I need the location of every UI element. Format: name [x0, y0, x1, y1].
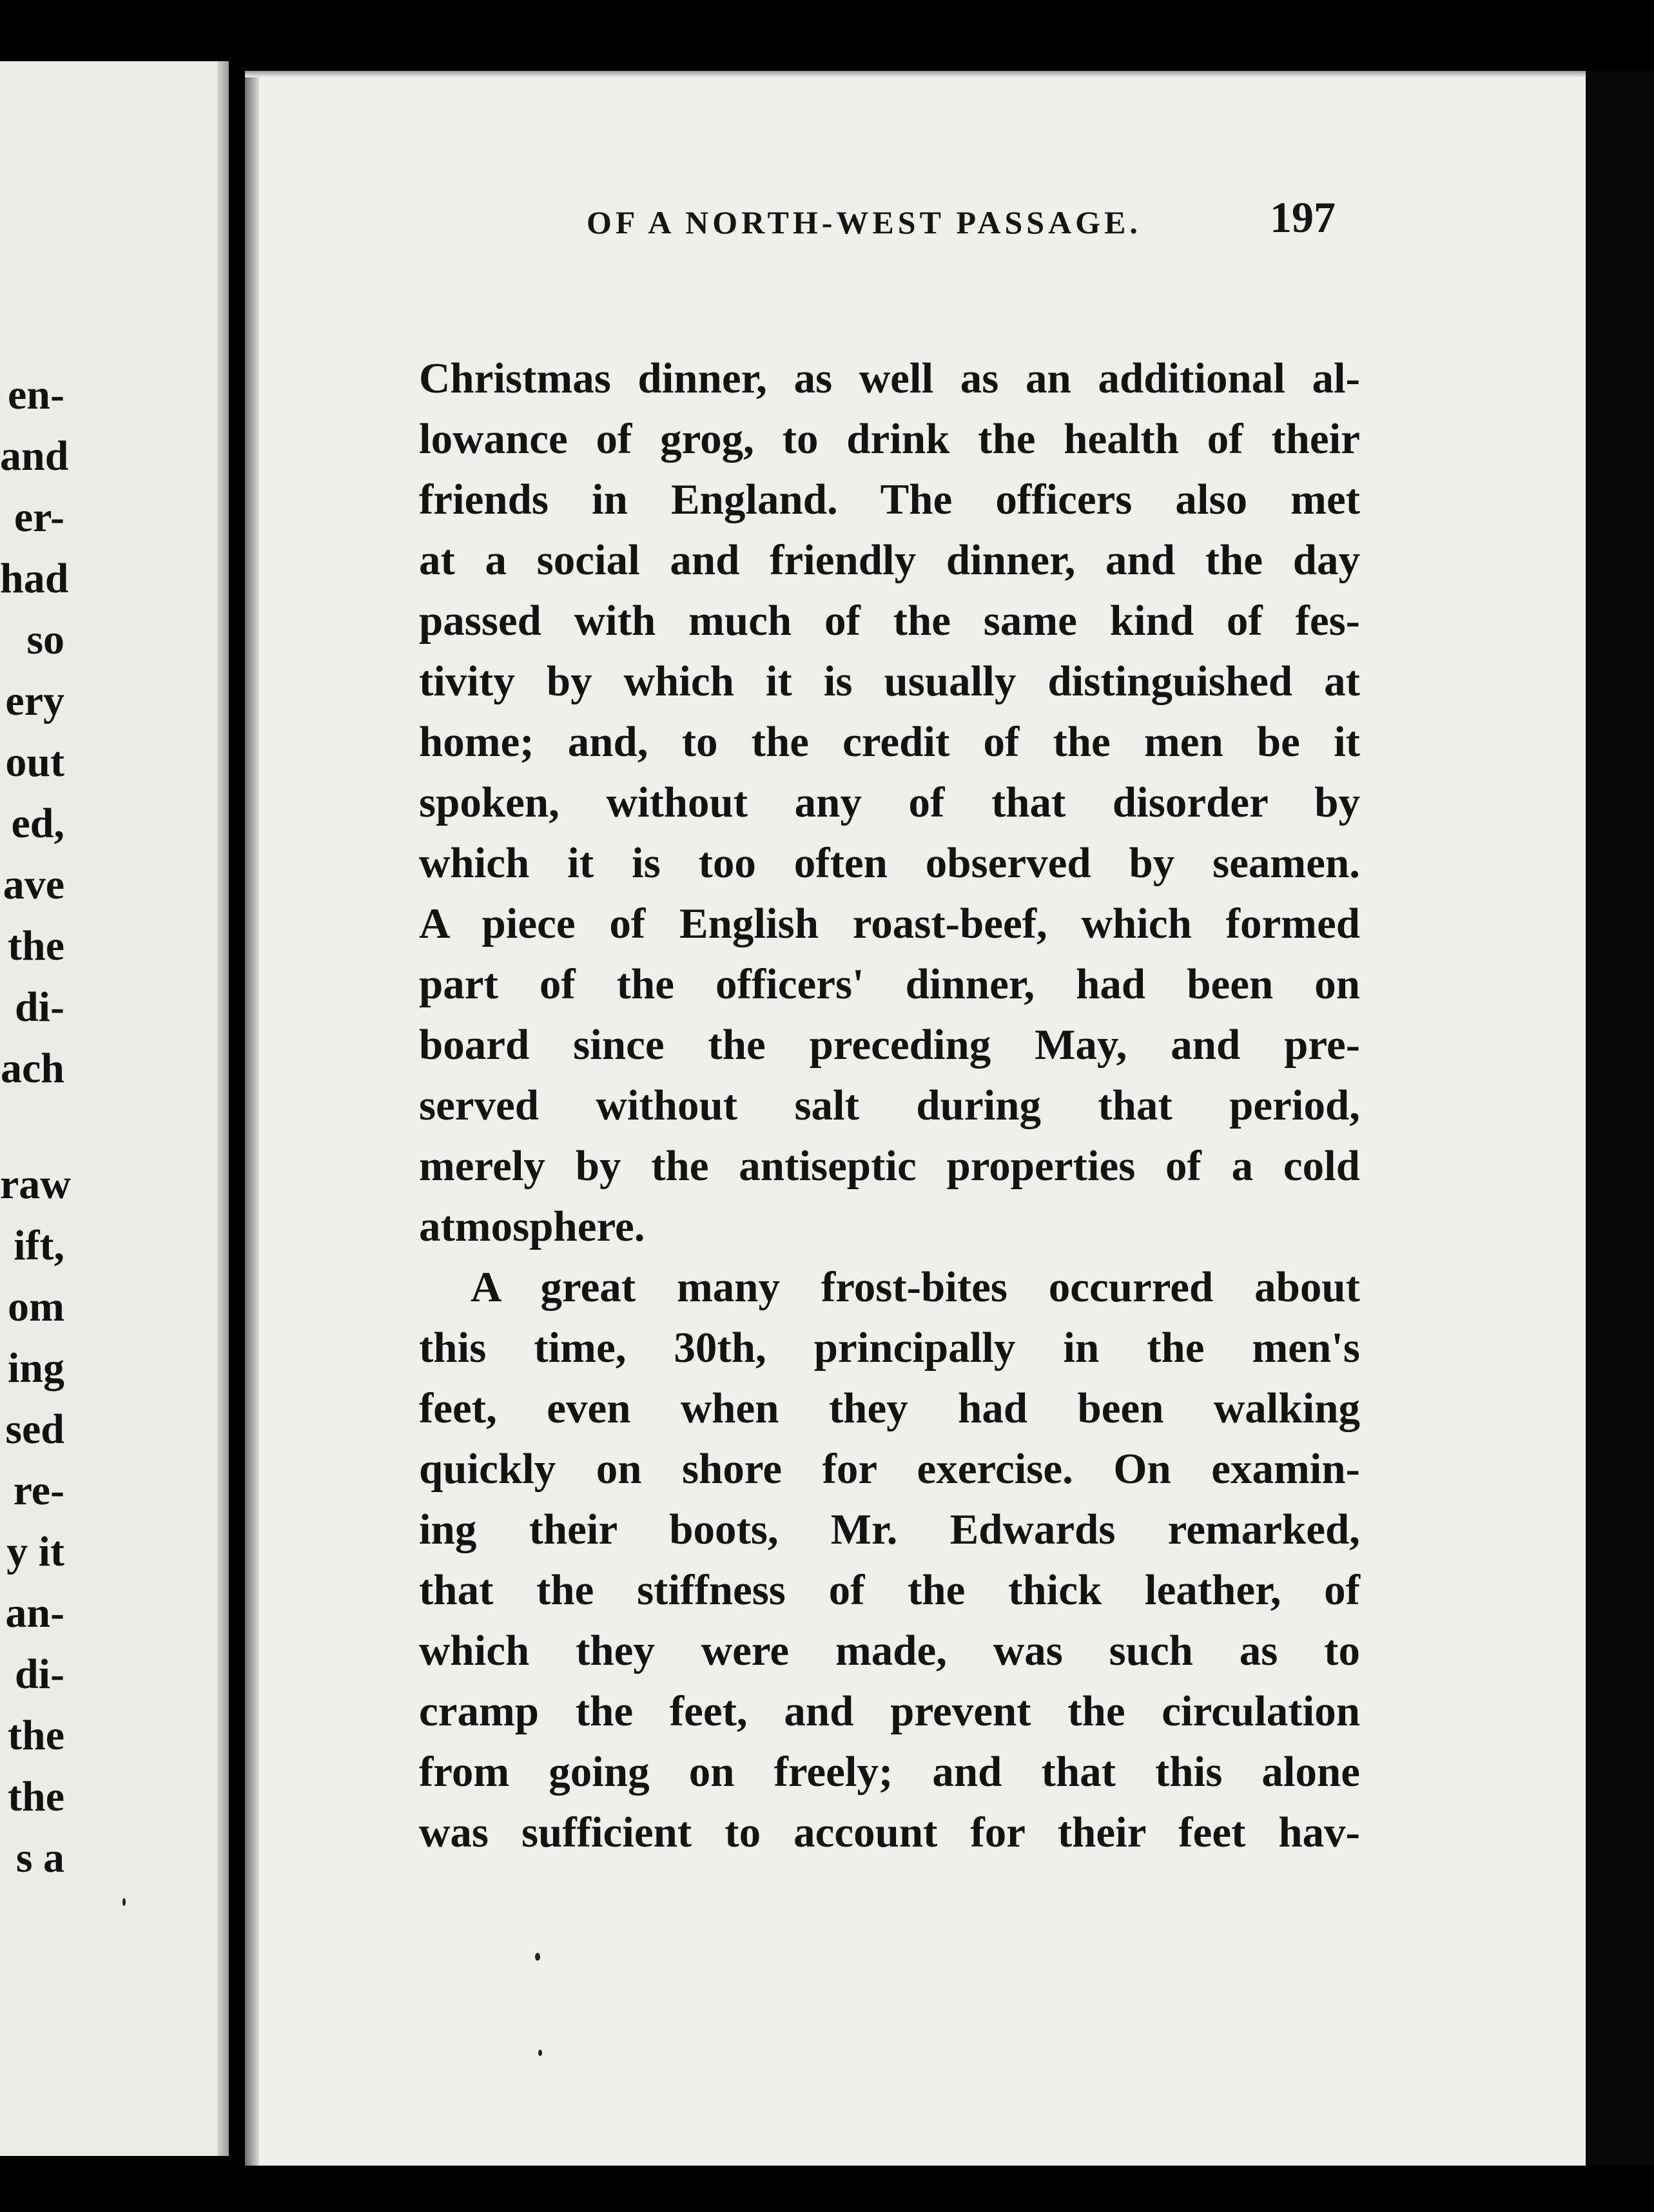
text-line: served without salt during that period,: [419, 1082, 1360, 1129]
text-line: atmosphere.: [419, 1203, 645, 1250]
ink-speck: [538, 2050, 542, 2056]
text-line: friends in England. The officers also met: [419, 476, 1360, 523]
left-page-line: and: [0, 432, 69, 480]
text-line: quickly on shore for exercise. On examin-: [419, 1445, 1360, 1493]
text-line: board since the preceding May, and pre-: [419, 1021, 1360, 1069]
left-page-line: had: [0, 555, 69, 602]
binding-shadow: [245, 71, 259, 2166]
text-line: spoken, without any of that disorder by: [419, 779, 1360, 826]
left-page-line: y it: [6, 1528, 64, 1575]
left-page-line: ave: [3, 861, 64, 908]
paragraph: [419, 348, 1360, 1257]
body-text: [419, 348, 1360, 1863]
left-page-line: di-: [14, 984, 64, 1031]
left-page-line: sed: [5, 1406, 64, 1453]
left-page-line: s a: [15, 1834, 64, 1881]
text-line: lowance of grog, to drink the health of their: [419, 415, 1360, 463]
left-page-line: ing: [7, 1344, 64, 1392]
text-line: Christmas dinner, as well as an additional al-: [419, 354, 1360, 402]
left-page-line: out: [5, 739, 64, 786]
text-line: part of the officers' dinner, had been on: [419, 960, 1360, 1008]
running-head: [335, 192, 1341, 244]
left-page-line: ift,: [14, 1222, 64, 1269]
left-page-line: ery: [5, 677, 64, 724]
left-page-line: an-: [5, 1589, 64, 1636]
left-page-gutter: [217, 61, 229, 2156]
left-page-line: raw: [0, 1161, 71, 1208]
page-top-shadow: [245, 71, 1586, 77]
text-line: this time, 30th, principally in the men's: [419, 1324, 1360, 1372]
left-page: [0, 61, 229, 2156]
left-page-line: the: [8, 1712, 64, 1759]
text-line: A great many frost-bites occurred about: [471, 1263, 1360, 1311]
text-line: from going on freely; and that this alone: [419, 1748, 1360, 1796]
left-page-line: the: [8, 922, 64, 969]
paragraph: [419, 1257, 1360, 1863]
left-page-line: so: [26, 616, 64, 663]
left-page-line: ed,: [11, 800, 64, 847]
ink-speck: [122, 1898, 126, 1906]
left-page-line: re-: [13, 1467, 64, 1514]
text-line: which it is too often observed by seamen.: [419, 839, 1360, 887]
left-page-line: er-: [14, 494, 64, 541]
text-line: A piece of English roast-beef, which formed: [419, 900, 1360, 947]
left-page-line: om: [8, 1283, 64, 1330]
text-line: that the stiffness of the thick leather, of: [419, 1566, 1360, 1614]
text-line: cramp the feet, and prevent the circulation: [419, 1687, 1360, 1735]
page-number: 197: [1270, 193, 1336, 242]
text-line: merely by the antiseptic properties of a cold: [419, 1142, 1360, 1190]
text-line: ing their boots, Mr. Edwards remarked,: [419, 1506, 1360, 1553]
text-line: home; and, to the credit of the men be it: [419, 718, 1360, 766]
ink-speck: [535, 1953, 540, 1961]
text-line: was sufficient to account for their feet hav-: [419, 1809, 1360, 1856]
left-page-line: di-: [14, 1651, 64, 1698]
left-page-line: ach: [1, 1045, 64, 1092]
left-page-line: en-: [8, 371, 64, 418]
scan-border: [1586, 71, 1654, 2166]
text-line: at a social and friendly dinner, and the day: [419, 536, 1360, 584]
text-line: passed with much of the same kind of fes-: [419, 597, 1360, 645]
left-page-line: the: [8, 1773, 64, 1820]
running-head-title: OF A NORTH-WEST PASSAGE.: [587, 204, 1142, 240]
text-line: feet, even when they had been walking: [419, 1384, 1360, 1432]
text-line: tivity by which it is usually distinguished at: [419, 657, 1360, 705]
text-line: which they were made, was such as to: [419, 1627, 1360, 1674]
